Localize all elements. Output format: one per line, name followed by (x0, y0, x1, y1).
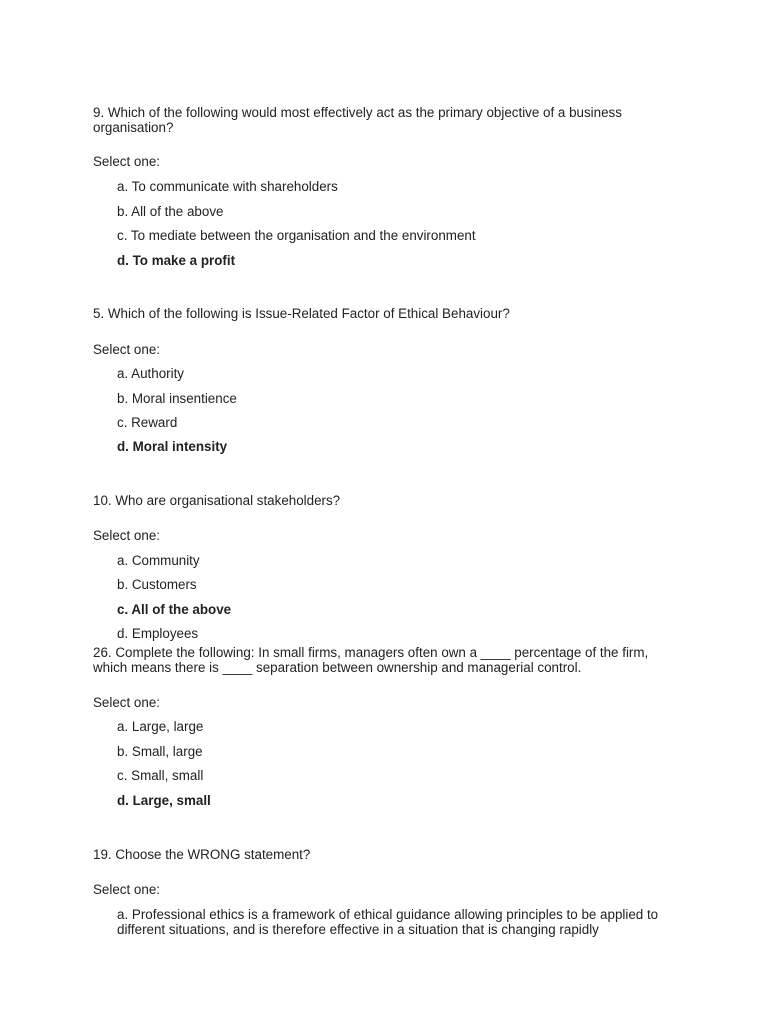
option-d-correct: d. To make a profit (117, 253, 236, 268)
option-a: a. Professional ethics is a framework of ethical guidance allowing principles to be applied to different situations, and is therefore effective in a situation that is changing rapidly (117, 907, 659, 937)
question-10 (93, 493, 673, 641)
option-b: b. All of the above (117, 204, 224, 219)
question-26 (93, 645, 673, 808)
question-9 (93, 105, 673, 268)
select-one-label: Select one: (93, 528, 160, 543)
question-text: 19. Choose the WRONG statement? (93, 847, 311, 862)
option-c-correct: c. All of the above (117, 602, 232, 617)
select-one-label: Select one: (93, 342, 160, 357)
question-text: 9. Which of the following would most effectively act as the primary objective of a business organisation? (93, 105, 622, 135)
option-b: b. Small, large (117, 744, 203, 759)
option-c: c. To mediate between the organisation and the environment (117, 228, 476, 243)
question-text: 10. Who are organisational stakeholders? (93, 493, 341, 508)
select-one-label: Select one: (93, 154, 160, 169)
option-d: d. Employees (117, 626, 199, 641)
select-one-label: Select one: (93, 882, 160, 897)
option-b: b. Moral insentience (117, 391, 237, 406)
question-5 (93, 306, 673, 454)
option-c: c. Reward (117, 415, 178, 430)
option-d-correct: d. Moral intensity (117, 439, 228, 454)
option-a: a. Large, large (117, 719, 204, 734)
select-one-label: Select one: (93, 695, 160, 710)
option-b: b. Customers (117, 577, 197, 592)
question-text: 5. Which of the following is Issue-Related Factor of Ethical Behaviour? (93, 306, 510, 321)
question-19 (93, 847, 673, 937)
question-text: 26. Complete the following: In small firms, managers often own a ____ percentage of the firm, which means there is ____ separation between ownership and managerial control. (93, 645, 649, 675)
option-d-correct: d. Large, small (117, 793, 211, 808)
option-a: a. Community (117, 553, 200, 568)
option-a: a. To communicate with shareholders (117, 179, 338, 194)
option-a: a. Authority (117, 366, 184, 381)
option-c: c. Small, small (117, 768, 204, 783)
